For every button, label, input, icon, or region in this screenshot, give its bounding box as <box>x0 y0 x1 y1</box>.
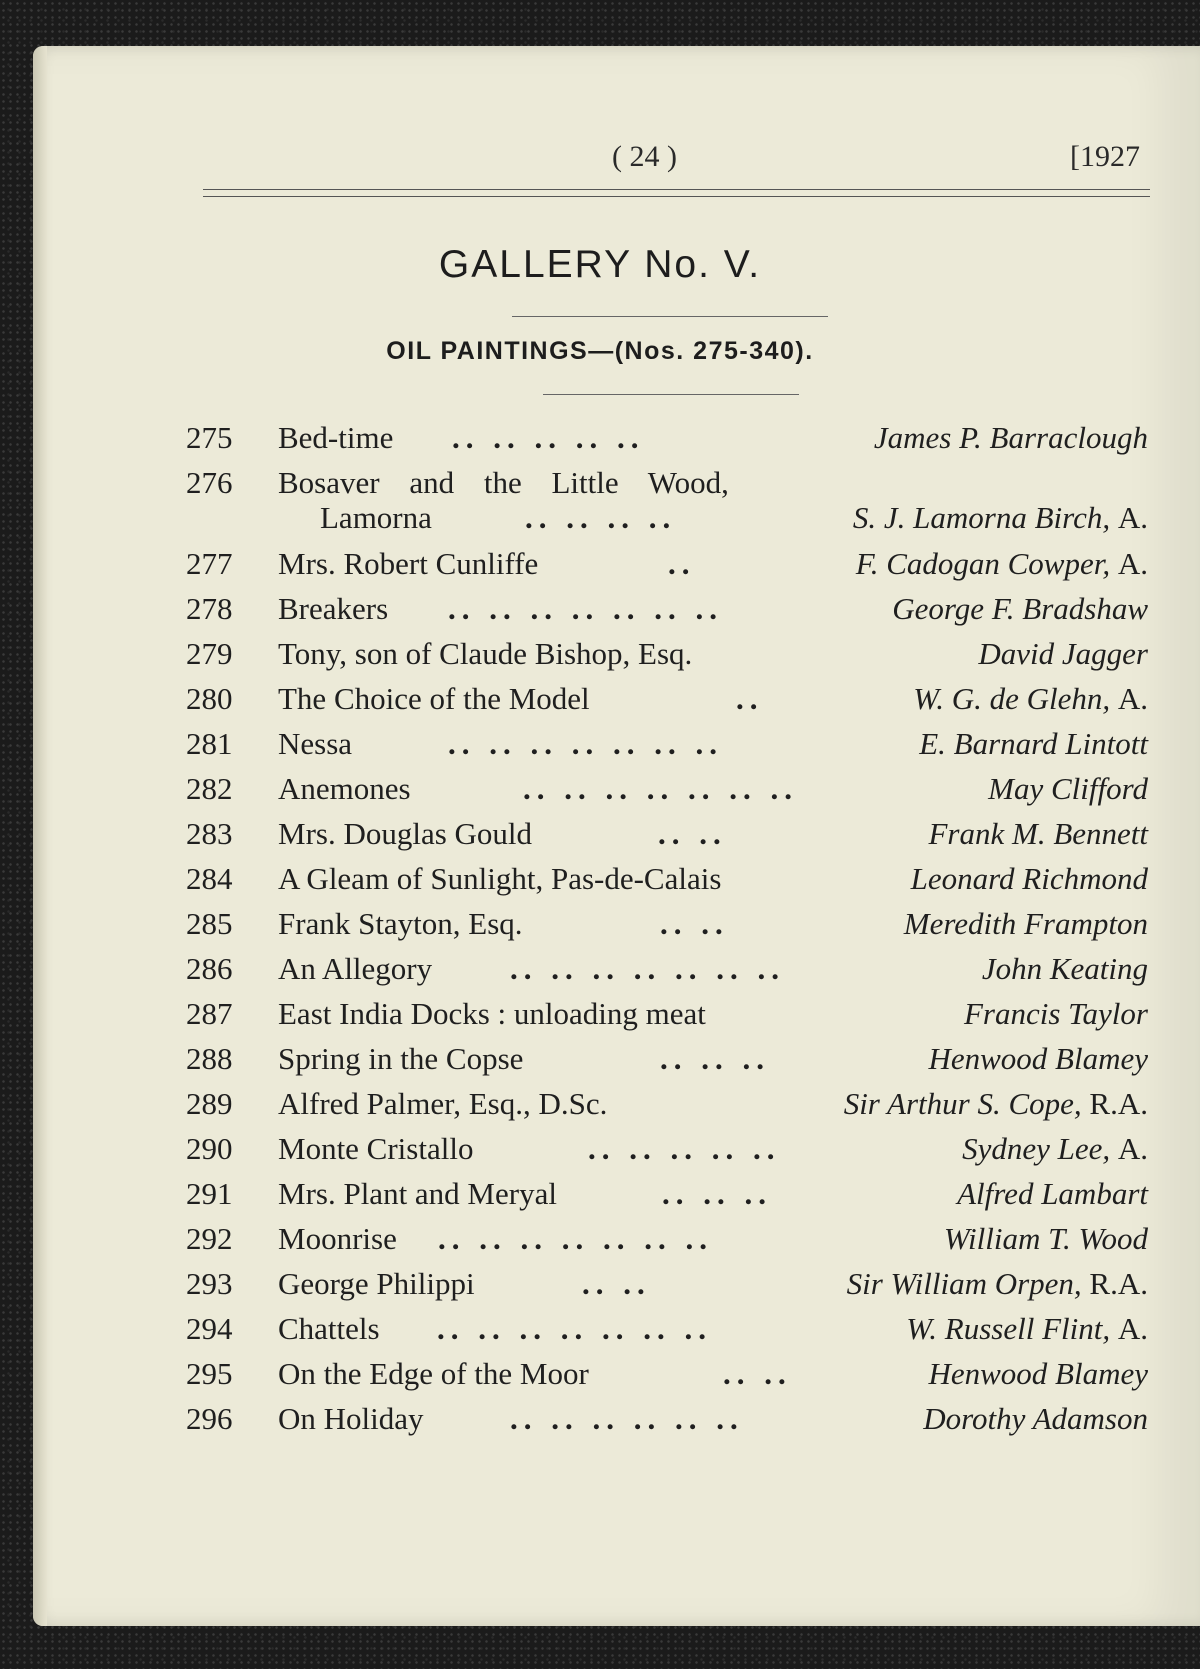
dot-leader: .. .. .. <box>662 1176 772 1211</box>
entry-number: 296 <box>186 1401 233 1436</box>
dot-leader: .. .. <box>723 1356 792 1391</box>
entry-title: A Gleam of Sunlight, Pas-de-Calais <box>278 861 722 896</box>
list-item <box>0 726 1200 766</box>
entry-number: 279 <box>186 636 233 671</box>
entry-artist: May Clifford <box>988 771 1148 806</box>
entry-artist: Henwood Blamey <box>928 1041 1148 1076</box>
entry-title: Nessa <box>278 726 353 761</box>
list-item <box>0 906 1200 946</box>
dot-leader: .. .. .. .. .. .. .. <box>523 771 798 806</box>
entry-title: East India Docks : unloading meat <box>278 996 706 1031</box>
list-item <box>0 1221 1200 1261</box>
entry-number: 294 <box>186 1311 233 1346</box>
page-header <box>0 140 1200 180</box>
entry-number: 290 <box>186 1131 233 1166</box>
entry-artist: W. Russell Flint, A. <box>906 1311 1148 1346</box>
list-item <box>0 1356 1200 1396</box>
entry-title: Mrs. Plant and Meryal <box>278 1176 557 1211</box>
list-item <box>0 465 1200 505</box>
entry-artist: David Jagger <box>978 636 1148 671</box>
entry-artist: Leonard Richmond <box>910 861 1148 896</box>
entry-number: 278 <box>186 591 233 626</box>
entry-title: Moonrise <box>278 1221 397 1256</box>
entry-number: 283 <box>186 816 233 851</box>
entry-artist: Sir William Orpen, R.A. <box>846 1266 1148 1301</box>
list-item <box>0 1131 1200 1171</box>
entry-number: 289 <box>186 1086 233 1121</box>
list-item <box>0 816 1200 856</box>
entry-artist: Meredith Frampton <box>903 906 1148 941</box>
dot-leader: .. .. .. .. .. .. .. <box>448 591 723 626</box>
entry-artist: Henwood Blamey <box>928 1356 1148 1391</box>
entry-artist: F. Cadogan Cowper, A. <box>855 546 1148 581</box>
list-item <box>0 996 1200 1036</box>
dot-leader: .. <box>668 546 696 581</box>
entry-number: 287 <box>186 996 233 1031</box>
list-item <box>0 1266 1200 1306</box>
entry-number: 276 <box>186 465 233 500</box>
entry-title: George Philippi <box>278 1266 475 1301</box>
entry-artist: William T. Wood <box>943 1221 1148 1256</box>
title-rule <box>512 316 828 317</box>
dot-leader: .. .. <box>658 816 727 851</box>
entry-number: 286 <box>186 951 233 986</box>
entry-number: 284 <box>186 861 233 896</box>
entry-title: An Allegory <box>278 951 433 986</box>
list-item <box>0 636 1200 676</box>
entry-number: 293 <box>186 1266 233 1301</box>
entry-title: Anemones <box>278 771 411 806</box>
entry-artist: Alfred Lambart <box>957 1176 1148 1211</box>
entry-title: Frank Stayton, Esq. <box>278 906 523 941</box>
list-item <box>0 546 1200 586</box>
dot-leader: .. .. .. .. .. .. <box>510 1401 744 1436</box>
entry-title: Tony, son of Claude Bishop, Esq. <box>278 636 693 671</box>
entry-title: Spring in the Copse <box>278 1041 524 1076</box>
dot-leader: .. <box>736 681 764 716</box>
list-item <box>0 861 1200 901</box>
subtitle-rule <box>543 394 799 395</box>
page-number: ( 24 ) <box>612 140 677 173</box>
entry-artist: S. J. Lamorna Birch, A. <box>852 500 1148 535</box>
section-subtitle: OIL PAINTINGS—(Nos. 275-340). <box>386 337 814 365</box>
entry-title-continued: Lamorna <box>320 500 432 535</box>
year-marker: [1927 <box>1070 140 1140 173</box>
entry-title: Mrs. Robert Cunliffe <box>278 546 539 581</box>
list-item <box>0 420 1200 460</box>
dot-leader: .. .. .. .. .. <box>588 1131 781 1166</box>
entry-title: Bed-time <box>278 420 394 455</box>
entry-number: 275 <box>186 420 233 455</box>
list-item <box>0 591 1200 631</box>
entry-title: Bosaver and the Little Wood, <box>278 465 729 500</box>
list-item <box>0 1311 1200 1351</box>
list-item <box>0 1401 1200 1441</box>
gallery-title: GALLERY No. V. <box>438 243 762 286</box>
list-item <box>0 1041 1200 1081</box>
list-item <box>0 771 1200 811</box>
entry-number: 281 <box>186 726 233 761</box>
list-item <box>0 951 1200 991</box>
entry-number: 282 <box>186 771 233 806</box>
entry-number: 295 <box>186 1356 233 1391</box>
dot-leader: .. .. .. .. <box>525 500 677 535</box>
entry-number: 285 <box>186 906 233 941</box>
dot-leader: .. .. <box>660 906 729 941</box>
entry-title: The Choice of the Model <box>278 681 590 716</box>
entry-artist: E. Barnard Lintott <box>919 726 1148 761</box>
dot-leader: .. .. .. <box>660 1041 770 1076</box>
entry-title: Mrs. Douglas Gould <box>278 816 533 851</box>
dot-leader: .. .. .. .. .. .. .. <box>438 1221 713 1256</box>
dot-leader: .. .. .. .. .. .. .. <box>448 726 723 761</box>
entry-artist: Francis Taylor <box>963 996 1148 1031</box>
entry-title: Breakers <box>278 591 389 626</box>
dot-leader: .. .. <box>582 1266 651 1301</box>
entry-artist: Sir Arthur S. Cope, R.A. <box>843 1086 1148 1121</box>
header-rule <box>203 189 1150 197</box>
entry-title: On the Edge of the Moor <box>278 1356 589 1391</box>
entry-number: 292 <box>186 1221 233 1256</box>
entry-artist: Dorothy Adamson <box>923 1401 1148 1436</box>
entry-number: 277 <box>186 546 233 581</box>
list-item-continuation <box>0 500 1200 540</box>
list-item <box>0 1086 1200 1126</box>
entry-artist: John Keating <box>981 951 1148 986</box>
list-item <box>0 681 1200 721</box>
entry-number: 291 <box>186 1176 233 1211</box>
dot-leader: .. .. .. .. .. <box>452 420 645 455</box>
entry-artist: Sydney Lee, A. <box>962 1131 1148 1166</box>
dot-leader: .. .. .. .. .. .. .. <box>510 951 785 986</box>
entry-artist: W. G. de Glehn, A. <box>913 681 1148 716</box>
dot-leader: .. .. .. .. .. .. .. <box>437 1311 712 1346</box>
entry-artist: Frank M. Bennett <box>928 816 1148 851</box>
entry-artist: James P. Barraclough <box>873 420 1148 455</box>
list-item <box>0 1176 1200 1216</box>
entry-artist: George F. Bradshaw <box>892 591 1148 626</box>
entry-number: 288 <box>186 1041 233 1076</box>
entry-number: 280 <box>186 681 233 716</box>
entry-title: Monte Cristallo <box>278 1131 474 1166</box>
entry-title: On Holiday <box>278 1401 424 1436</box>
entry-title: Alfred Palmer, Esq., D.Sc. <box>278 1086 608 1121</box>
entry-title: Chattels <box>278 1311 380 1346</box>
